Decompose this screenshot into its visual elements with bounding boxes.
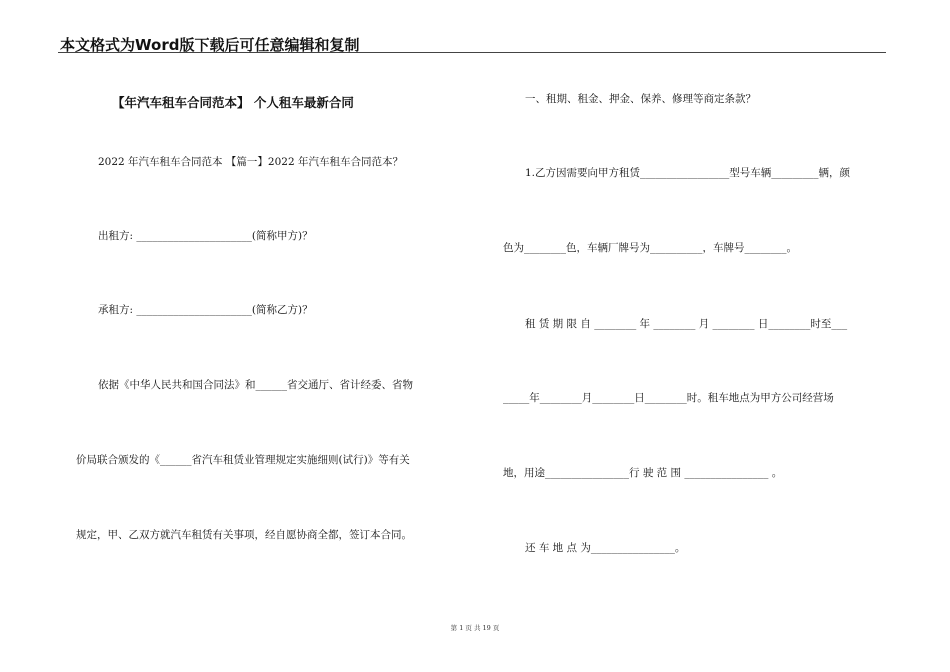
clause-return-location: 还 车 地 点 为________________。 bbox=[525, 542, 686, 554]
clause-period-line1: 租 赁 期 限 自 ________ 年 ________ 月 ________ 日________时至___ bbox=[525, 318, 848, 330]
section-heading-terms: 一、租期、租金、押金、保养、修理等商定条款？ bbox=[525, 93, 756, 105]
page-indicator: 第 1 页 共 19 页 bbox=[450, 624, 500, 632]
header-divider bbox=[58, 52, 886, 53]
clause-period-line3: 地，用途________________行 驶 范 围 ________________ 。 bbox=[503, 467, 783, 479]
header-title: 本文格式为Word版下载后可任意编辑和复制 bbox=[60, 36, 360, 54]
document-title: 【年汽车租车合同范本】 个人租车最新合同 bbox=[112, 95, 354, 110]
paragraph-basis-line2: 价局联合颁发的《______省汽车租赁业管理规定实施细则(试行)》等有关 bbox=[76, 454, 410, 466]
clause-period-line2: _____年________月________日________时。租车地点为甲方公司经营场 bbox=[503, 392, 834, 404]
paragraph-intro: 2022 年汽车租车合同范本 【篇一】2022 年汽车租车合同范本？ bbox=[98, 156, 403, 168]
paragraph-lessee: 承租方: ______________________(简称乙方)？ bbox=[98, 304, 313, 316]
clause-1-line2: 色为________色，车辆厂牌号为__________，车牌号________。 bbox=[503, 242, 797, 254]
paragraph-basis-line1: 依据《中华人民共和国合同法》和______省交通厅、省计经委、省物 bbox=[98, 379, 413, 391]
paragraph-lessor: 出租方: ______________________(简称甲方)？ bbox=[98, 230, 313, 242]
paragraph-basis-line3: 规定，甲、乙双方就汽车租赁有关事项，经自愿协商全都，签订本合同。 bbox=[76, 529, 412, 541]
clause-1-line1: 1.乙方因需要向甲方租赁_________________型号车辆_________辆，颜 bbox=[525, 167, 851, 179]
